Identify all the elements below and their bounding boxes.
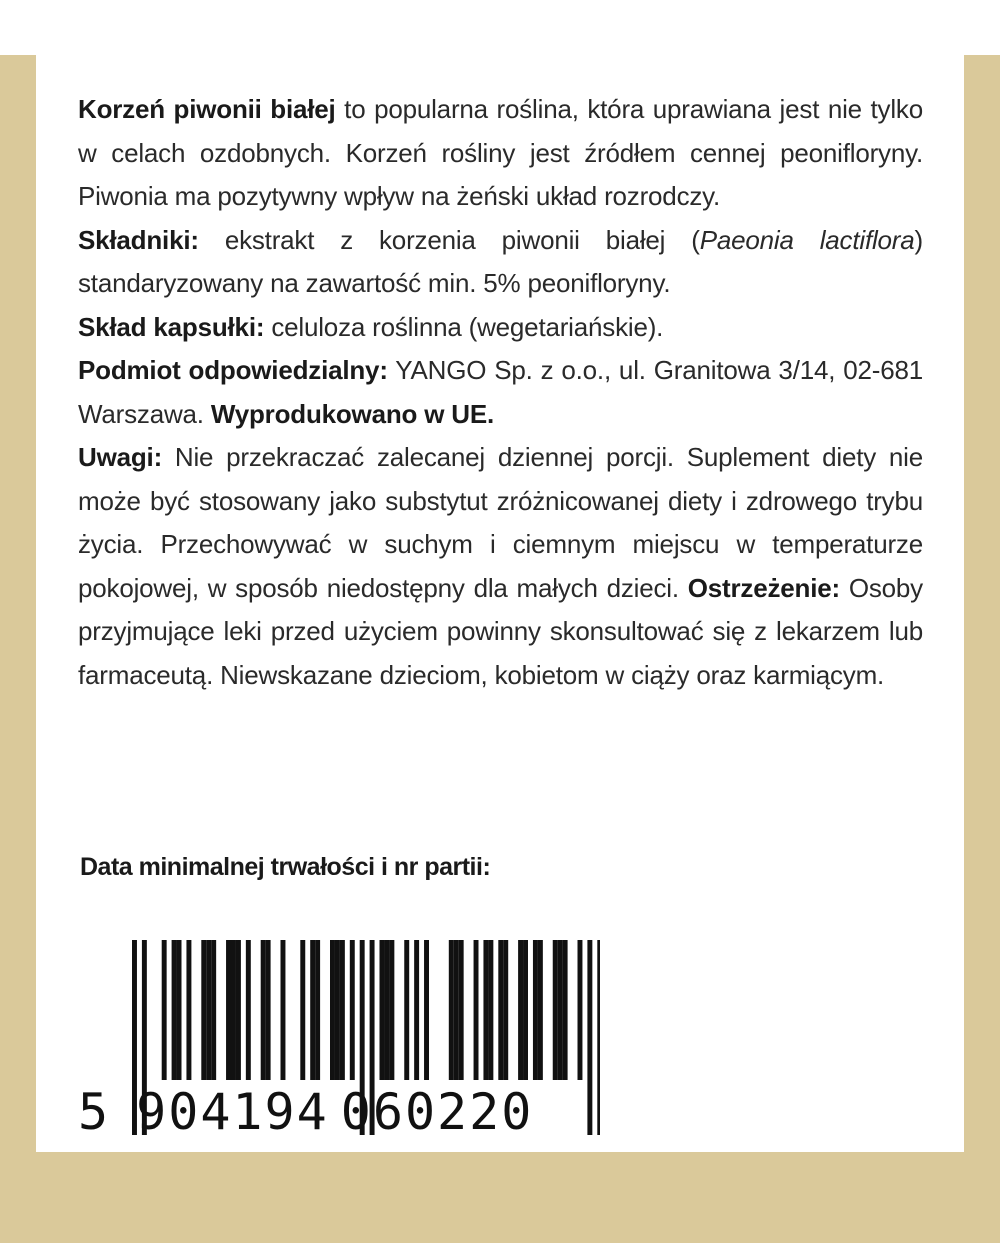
barcode-number xyxy=(78,1083,533,1141)
capsule-text: celuloza roślinna (wegetariańskie). xyxy=(264,311,664,342)
barcode-group-left: 904194 xyxy=(136,1083,329,1141)
barcode-bar xyxy=(553,940,558,1080)
barcode-bar xyxy=(578,940,583,1080)
barcode-bar xyxy=(414,940,419,1080)
barcode-bar xyxy=(384,940,389,1080)
barcode-bar xyxy=(177,940,182,1080)
product-name: Korzeń piwonii białej xyxy=(78,94,336,124)
barcode-bar xyxy=(186,940,191,1080)
barcode-bar xyxy=(172,940,177,1080)
barcode-bar xyxy=(498,940,503,1080)
barcode-bar xyxy=(558,940,563,1080)
description-paragraph xyxy=(78,88,923,219)
barcode-bar xyxy=(281,940,286,1080)
label-border-right xyxy=(964,55,1000,1243)
barcode-bar xyxy=(459,940,464,1080)
barcode-bar xyxy=(538,940,543,1080)
barcode-bar xyxy=(563,940,568,1080)
barcode-bar xyxy=(231,940,236,1080)
barcode-bar xyxy=(380,940,385,1080)
notes-text: Nie przekraczać zalecanej dziennej porcji. Suplement diety nie może być stosowany jako substytut zróżnicowanej diety i zdrowego trybu życia. Przechowywać w suchym i ciemnym miejscu w temperaturze pokojowej, w sposób niedostępny dla małych dzieci. xyxy=(78,442,923,603)
ingredients-text: ekstrakt z korzenia piwonii białej ( xyxy=(198,224,700,255)
barcode-bar xyxy=(266,940,271,1080)
latin-name: Paeonia lactiflora xyxy=(699,224,915,255)
barcode-bar xyxy=(424,940,429,1080)
barcode-bar xyxy=(201,940,206,1080)
barcode-bar xyxy=(340,940,345,1080)
barcode-bar xyxy=(226,940,231,1080)
responsible-text: YANGO Sp. z o.o., ul. Granitowa 3/14, 02-681 Warszawa. xyxy=(78,355,923,429)
notes-label: Uwagi: xyxy=(78,442,163,472)
warning-text: Osoby przyjmujące leki przed użyciem powinny skonsultować się z lekarzem lub farmaceutą. Niewskazane dzieciom, kobietom w ciąży oraz karmiącym. xyxy=(78,572,923,690)
barcode-bar xyxy=(330,940,335,1080)
responsible-label: Podmiot odpowiedzialny: xyxy=(78,355,388,385)
notes-paragraph xyxy=(78,436,923,697)
barcode-first-digit: 5 xyxy=(78,1083,111,1141)
label-border-left xyxy=(0,55,36,1243)
barcode-bar xyxy=(454,940,459,1080)
barcode-bar xyxy=(389,940,394,1080)
barcode-bar xyxy=(483,940,488,1080)
barcode-bar xyxy=(523,940,528,1080)
top-margin xyxy=(0,0,1000,55)
barcode-bar xyxy=(503,940,508,1080)
barcode-bar xyxy=(300,940,305,1080)
barcode-bar xyxy=(597,940,600,1135)
barcode-bar xyxy=(404,940,409,1080)
made-in-eu: Wyprodukowano w UE. xyxy=(210,398,495,429)
barcode-bar xyxy=(261,940,266,1080)
barcode-bar xyxy=(518,940,523,1080)
label-border-bottom xyxy=(0,1152,1000,1243)
barcode-bar xyxy=(246,940,251,1080)
barcode-bar xyxy=(533,940,538,1080)
barcode-bar xyxy=(350,940,355,1080)
description-text: to popularna roślina, która uprawiana jest nie tylko w celach ozdobnych. Korzeń rośliny jest źródłem cennej peonifloryny. Piwonia ma pozytywny wpływ na żeński układ rozrodczy. xyxy=(78,94,923,211)
barcode-bar xyxy=(206,940,211,1080)
barcode-bar xyxy=(162,940,167,1080)
responsible-paragraph xyxy=(78,349,923,436)
barcode-bar xyxy=(315,940,320,1080)
label-text xyxy=(78,88,923,697)
barcode-group-right: 060220 xyxy=(340,1083,534,1141)
barcode-bar xyxy=(335,940,340,1080)
expiry-label: Data minimalnej trwałości i nr partii: xyxy=(80,853,491,881)
ingredients-text-end: ) standaryzowany na zawartość min. 5% peonifloryny. xyxy=(78,224,923,298)
barcode-bar xyxy=(474,940,479,1080)
barcode-bar xyxy=(449,940,454,1080)
warning-label: Ostrzeżenie: xyxy=(687,572,840,603)
capsule-paragraph xyxy=(78,306,923,350)
capsule-label: Skład kapsułki: xyxy=(78,311,265,342)
barcode-bar xyxy=(310,940,315,1080)
ingredients-label: Składniki: xyxy=(78,224,199,255)
barcode-bar xyxy=(236,940,241,1080)
barcode-bar xyxy=(488,940,493,1080)
barcode-bar xyxy=(211,940,216,1080)
ingredients-paragraph xyxy=(78,219,923,306)
barcode-bar xyxy=(587,940,592,1135)
